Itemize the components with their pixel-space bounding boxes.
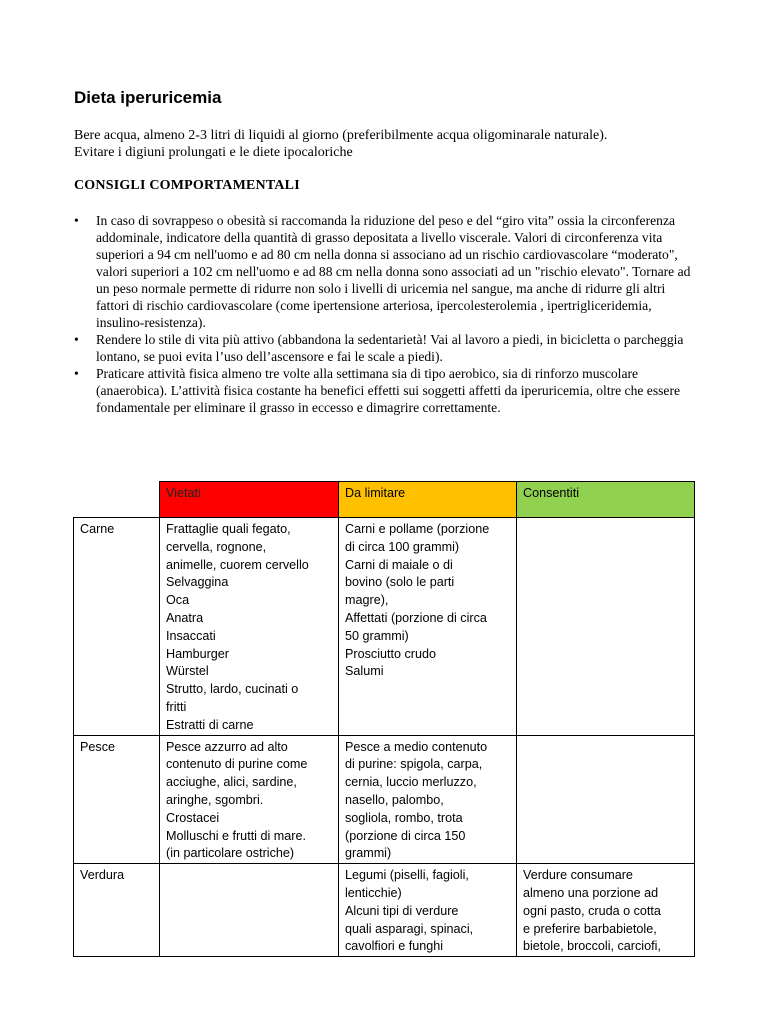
cell-line: Oca xyxy=(166,593,190,608)
cell-line: ogni pasto, cruda o cotta xyxy=(523,903,661,918)
cell-consentiti xyxy=(517,864,695,957)
cell-line: Pesce azzurro ad alto xyxy=(166,739,288,754)
cell-line: Salumi xyxy=(345,664,384,679)
cell-line: cervella, rognone, xyxy=(166,539,267,554)
cell-line: Carni di maiale o di xyxy=(345,557,453,572)
advice-item-weight: • In caso di sovrappeso o obesità si raccomanda la riduzione del peso e del “giro vita” ossia la circonferenza addominale, indicatore della quantità di grasso depositata a livello viscerale. Valori di circonferenza vita superiori a 94 cm nell'uomo e ad 80 cm nella donna si associano ad un rischio cardiovascolare “moderato", valori superiori a 102 cm nell'uomo e ad 88 cm nella donna sono associati ad un "rischio elevato". Tornare ad un peso normale permette di ridurre non solo i livelli di uricemia nel sangue, ma anche di ridurre gli altri fattori di rischio cardiovascolare (come ipertensione arteriosa, ipercolesterolemia , ipertrigliceridemia, insulino-resistenza). xyxy=(74,212,694,331)
document-title: Dieta iperuricemia xyxy=(74,88,222,107)
cell-line: 50 grammi) xyxy=(345,628,409,643)
cell-line: magre), xyxy=(345,593,389,608)
cell-line: Verdure consumare xyxy=(523,868,633,883)
cell-line: grammi) xyxy=(345,846,392,861)
cell-line: sogliola, rombo, trota xyxy=(345,810,463,825)
cell-line: Selvaggina xyxy=(166,575,229,590)
cell-line: quali asparagi, spinaci, xyxy=(345,921,474,936)
cell-line: e preferire barbabietole, xyxy=(523,921,657,936)
row-category: Pesce xyxy=(74,735,160,864)
cell-line: Crostacei xyxy=(166,810,220,825)
cell-line: lenticchie) xyxy=(345,885,402,900)
cell-line: Carni e pollame (porzione xyxy=(345,522,490,536)
cell-limitare xyxy=(339,735,517,864)
cell-line: bietole, broccoli, carciofi, xyxy=(523,939,661,954)
cell-line: almeno una porzione ad xyxy=(523,885,659,900)
advice-item-exercise: • Praticare attività fisica almeno tre volte alla settimana sia di tipo aerobico, sia di rinforzo muscolare (anaerobica). L’attività fisica costante ha benefici effetti sui soggetti affetti da iperuricemia, oltre che essere fondamentale per eliminare il grasso in eccesso e dimagrire correttamente. xyxy=(74,365,694,416)
cell-consentiti xyxy=(517,735,695,864)
intro-paragraph xyxy=(74,127,704,161)
intro-line-fasting: Evitare i digiuni prolungati e le diete ipocaloriche xyxy=(74,145,353,160)
cell-line: Strutto, lardo, cucinati o xyxy=(166,682,299,697)
cell-line: Alcuni tipi di verdure xyxy=(345,903,459,918)
table-row xyxy=(74,864,695,957)
cell-line: fritti xyxy=(166,699,187,714)
food-table xyxy=(73,481,695,957)
header-vietati: Vietati xyxy=(160,482,339,518)
header-corner xyxy=(74,482,160,518)
cell-line: di circa 100 grammi) xyxy=(345,539,460,554)
cell-line: Estratti di carne xyxy=(166,717,254,732)
intro-line-water: Bere acqua, almeno 2-3 litri di liquidi al giorno (preferibilmente acqua oligominarale naturale). xyxy=(74,128,608,143)
cell-consentiti xyxy=(517,518,695,736)
row-category: Verdura xyxy=(74,864,160,957)
table-row xyxy=(74,518,695,736)
cell-line: (porzione di circa 150 xyxy=(345,828,466,843)
advice-item-lifestyle: • Rendere lo stile di vita più attivo (abbandona la sedentarietà! Vai al lavoro a piedi, in bicicletta o parcheggia lontano, se puoi evita l’uso dell’ascensore e fai le scale a piedi). xyxy=(74,331,694,365)
header-limitare: Da limitare xyxy=(339,482,517,518)
cell-line: Molluschi e frutti di mare. xyxy=(166,828,306,843)
cell-line: cernia, luccio merluzzo, xyxy=(345,775,477,790)
cell-line: nasello, palombo, xyxy=(345,792,444,807)
cell-line: Hamburger xyxy=(166,646,229,661)
table-header-row xyxy=(74,482,695,518)
row-category: Carne xyxy=(74,518,160,736)
cell-line: Insaccati xyxy=(166,628,216,643)
cell-line: Anatra xyxy=(166,610,204,625)
advice-list xyxy=(74,212,694,416)
cell-line: Affettati (porzione di circa xyxy=(345,610,487,625)
cell-line: bovino (solo le parti xyxy=(345,575,455,590)
cell-line: Legumi (piselli, fagioli, xyxy=(345,868,469,883)
table-row xyxy=(74,735,695,864)
cell-line: aringhe, sgombri. xyxy=(166,792,264,807)
cell-line: Würstel xyxy=(166,664,209,679)
header-consentiti: Consentiti xyxy=(517,482,695,518)
cell-line: Frattaglie quali fegato, xyxy=(166,522,291,536)
cell-line: cavolfiori e funghi xyxy=(345,939,444,954)
cell-vietati xyxy=(160,864,339,957)
section-heading: CONSIGLI COMPORTAMENTALI xyxy=(74,178,300,193)
cell-line: animelle, cuorem cervello xyxy=(166,557,309,572)
cell-line: (in particolare ostriche) xyxy=(166,846,295,861)
cell-line: contenuto di purine come xyxy=(166,757,308,772)
cell-vietati xyxy=(160,735,339,864)
cell-limitare xyxy=(339,864,517,957)
cell-line: di purine: spigola, carpa, xyxy=(345,757,483,772)
cell-line: Pesce a medio contenuto xyxy=(345,739,488,754)
cell-vietati xyxy=(160,518,339,736)
cell-line: Prosciutto crudo xyxy=(345,646,436,661)
cell-line: acciughe, alici, sardine, xyxy=(166,775,297,790)
cell-limitare xyxy=(339,518,517,736)
